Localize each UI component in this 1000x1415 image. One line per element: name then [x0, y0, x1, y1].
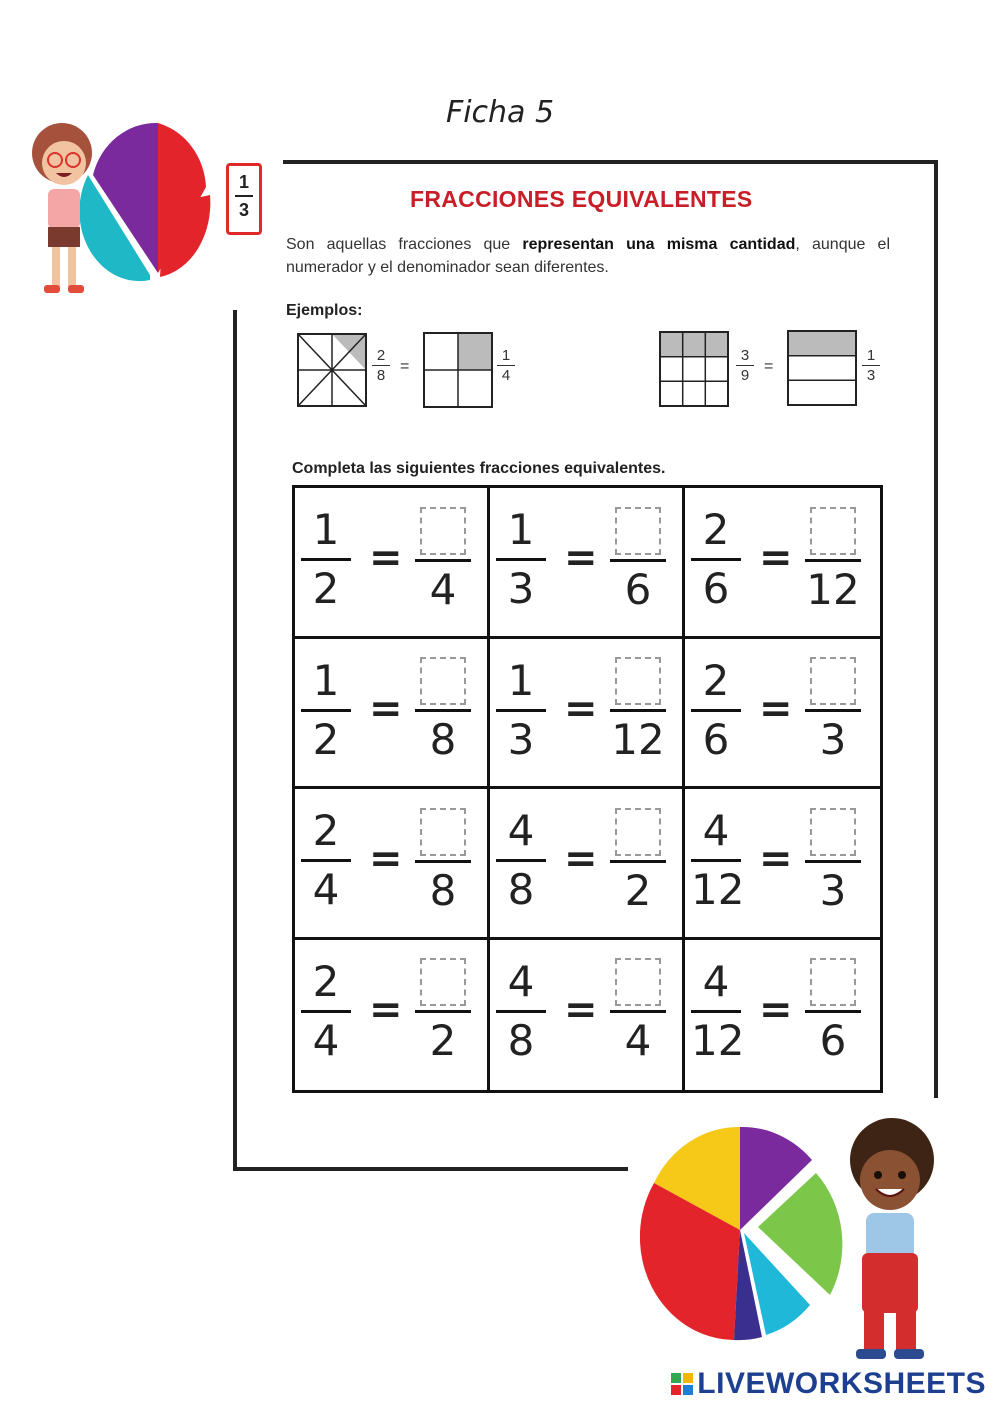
given-denominator: 2 — [312, 714, 340, 764]
given-denominator: 8 — [507, 1015, 535, 1065]
numerator-answer-input[interactable] — [810, 657, 856, 705]
example2-left-fraction — [736, 347, 754, 384]
exercise-cell — [490, 789, 685, 940]
exercise-cell — [490, 940, 685, 1091]
equals-sign: = — [759, 986, 793, 1033]
example2-left-numerator: 3 — [740, 347, 750, 364]
equals-sign: = — [759, 685, 793, 732]
numerator-answer-input[interactable] — [420, 507, 466, 555]
equals-sign: = — [759, 535, 793, 581]
numerator-answer-input[interactable] — [615, 507, 661, 555]
example1-right-numerator: 1 — [501, 347, 511, 364]
given-denominator: 6 — [702, 714, 730, 764]
frame-top-line — [283, 160, 938, 164]
given-denominator: 12 — [691, 1015, 745, 1065]
fraction-bar — [415, 860, 471, 863]
given-denominator: 3 — [507, 714, 535, 764]
exercise-grid — [292, 485, 883, 1093]
target-denominator: 4 — [624, 1016, 652, 1065]
numerator-answer-input[interactable] — [615, 958, 661, 1006]
fraction-bar — [372, 365, 390, 366]
numerator-answer-input[interactable] — [420, 657, 466, 705]
given-numerator: 1 — [312, 505, 340, 554]
fraction-bar — [496, 859, 546, 862]
fraction-bar — [301, 558, 351, 561]
sheet-title: Ficha 5 — [445, 95, 555, 130]
fraction-bar — [691, 558, 741, 561]
equals-sign: = — [369, 986, 403, 1033]
liveworksheets-grid-icon — [671, 1373, 693, 1395]
target-denominator: 2 — [624, 865, 652, 915]
badge-fraction-bar — [235, 195, 253, 197]
pie-thirds-icon — [79, 123, 210, 281]
fraction-bar — [862, 365, 880, 366]
given-denominator: 2 — [312, 564, 340, 613]
example1-left-numerator: 2 — [376, 347, 386, 364]
given-denominator: 12 — [691, 865, 745, 914]
frame-left-line — [233, 310, 237, 1170]
target-fraction — [610, 803, 666, 915]
example2-left-denominator: 9 — [740, 367, 750, 384]
equals-sign: = — [564, 685, 598, 732]
given-numerator: 4 — [507, 806, 535, 855]
fraction-bar — [691, 859, 741, 862]
target-fraction — [415, 653, 471, 765]
example2-square-ninths-diagram — [658, 330, 730, 408]
kid-with-multicolor-pie-illustration — [640, 1115, 960, 1375]
given-numerator: 4 — [702, 806, 730, 855]
given-fraction — [496, 506, 546, 613]
example1-square-eighths-diagram — [296, 332, 368, 408]
given-fraction — [301, 807, 351, 914]
given-numerator: 2 — [702, 655, 730, 705]
fraction-bar — [610, 559, 666, 562]
numerator-answer-input[interactable] — [615, 808, 661, 856]
numerator-answer-input[interactable] — [420, 958, 466, 1006]
fraction-bar — [805, 559, 861, 562]
fraction-bar — [497, 365, 515, 366]
given-denominator: 6 — [702, 564, 730, 613]
exercise-cell — [685, 940, 880, 1091]
example1-equals: = — [400, 358, 410, 375]
numerator-answer-input[interactable] — [615, 657, 661, 705]
target-denominator: 12 — [806, 564, 860, 614]
numerator-answer-input[interactable] — [420, 808, 466, 856]
given-numerator: 2 — [312, 956, 340, 1006]
exercise-cell — [490, 488, 685, 639]
frame-bottom-line — [233, 1167, 628, 1171]
target-fraction — [610, 954, 666, 1066]
equals-sign: = — [564, 535, 598, 581]
equals-sign: = — [369, 836, 403, 882]
target-fraction — [805, 954, 861, 1066]
given-numerator: 2 — [702, 505, 730, 554]
numerator-answer-input[interactable] — [810, 507, 856, 555]
given-fraction — [301, 958, 351, 1065]
fraction-bar — [415, 709, 471, 712]
target-denominator: 2 — [429, 1016, 457, 1065]
target-fraction — [415, 803, 471, 915]
equals-sign: = — [564, 836, 598, 882]
fraction-bar — [301, 859, 351, 862]
example1-right-fraction — [497, 347, 515, 384]
exercise-cell — [685, 789, 880, 940]
given-numerator: 4 — [507, 956, 535, 1006]
fraction-bar — [805, 860, 861, 863]
given-fraction — [496, 958, 546, 1065]
given-numerator: 2 — [312, 806, 340, 855]
target-fraction — [805, 803, 861, 915]
definition-part1: Son aquellas fracciones que — [286, 236, 523, 253]
given-numerator: 1 — [312, 655, 340, 705]
exercise-cell — [295, 789, 490, 940]
fraction-bar — [415, 559, 471, 562]
exercise-cell — [490, 639, 685, 790]
given-fraction — [496, 657, 546, 764]
exercise-cell — [685, 639, 880, 790]
given-numerator: 4 — [702, 956, 730, 1006]
example2-right-numerator: 1 — [866, 347, 876, 364]
fraction-bar — [301, 709, 351, 712]
multicolor-pie-icon — [640, 1127, 842, 1340]
exercise-cell — [295, 488, 490, 639]
equals-sign: = — [759, 836, 793, 882]
fraction-bar — [301, 1010, 351, 1013]
fraction-bar — [610, 709, 666, 712]
example2-equals: = — [764, 358, 774, 375]
exercise-instruction: Completa las siguientes fracciones equivalentes. — [292, 460, 666, 477]
example1-left-denominator: 8 — [376, 367, 386, 384]
given-denominator: 4 — [312, 865, 340, 914]
brand-name: LIVEWORKSHEETS — [697, 1367, 986, 1400]
numerator-answer-input[interactable] — [810, 808, 856, 856]
frame-right-line — [934, 160, 938, 1098]
definition-bold: representan una misma cantidad — [522, 236, 796, 253]
given-fraction — [496, 807, 546, 914]
example2-right-fraction — [862, 347, 880, 384]
given-fraction — [301, 657, 351, 764]
target-denominator: 8 — [429, 715, 457, 764]
given-numerator: 1 — [507, 505, 535, 554]
fraction-bar — [610, 860, 666, 863]
fraction-bar — [610, 1010, 666, 1013]
exercise-cell — [685, 488, 880, 639]
fraction-bar — [496, 1010, 546, 1013]
target-denominator: 3 — [819, 715, 847, 764]
badge-numerator: 1 — [238, 172, 249, 192]
exercise-cell — [295, 639, 490, 790]
target-denominator: 8 — [429, 865, 457, 915]
example1-right-denominator: 4 — [501, 367, 511, 384]
equals-sign: = — [564, 986, 598, 1033]
fraction-bar — [736, 365, 754, 366]
fraction-bar — [691, 709, 741, 712]
given-fraction — [691, 806, 745, 914]
example2-square-thirds-diagram — [786, 329, 858, 407]
fraction-bar — [805, 1010, 861, 1013]
fraction-bar — [415, 1010, 471, 1013]
given-numerator: 1 — [507, 655, 535, 705]
numerator-answer-input[interactable] — [810, 958, 856, 1006]
examples-label: Ejemplos: — [286, 302, 363, 319]
target-denominator: 4 — [429, 564, 457, 614]
fraction-bar — [805, 709, 861, 712]
target-fraction — [610, 502, 666, 614]
fraction-badge — [226, 163, 262, 235]
liveworksheets-logo[interactable] — [671, 1367, 986, 1401]
given-fraction — [691, 506, 741, 613]
target-fraction — [415, 502, 471, 614]
equals-sign: = — [369, 685, 403, 732]
equals-sign: = — [369, 535, 403, 581]
target-denominator: 12 — [611, 715, 665, 764]
given-denominator: 4 — [312, 1015, 340, 1065]
definition-text — [286, 233, 890, 279]
given-fraction — [301, 506, 351, 613]
target-fraction — [805, 502, 861, 614]
fraction-bar — [691, 1010, 741, 1013]
target-fraction — [610, 653, 666, 765]
fraction-bar — [496, 709, 546, 712]
example1-left-fraction — [372, 347, 390, 384]
example2-right-denominator: 3 — [866, 367, 876, 384]
definition-part2: , aunque el numerador y el denominador sean diferentes. — [286, 236, 891, 276]
given-denominator: 8 — [507, 865, 535, 914]
badge-denominator: 3 — [238, 200, 249, 220]
fraction-bar — [496, 558, 546, 561]
boy-figure-icon — [850, 1118, 934, 1359]
exercise-cell — [295, 940, 490, 1091]
worksheet-heading: FRACCIONES EQUIVALENTES — [410, 186, 753, 212]
example1-square-quarters-diagram — [422, 331, 494, 409]
target-denominator: 6 — [819, 1016, 847, 1065]
kid-with-pie-illustration — [10, 105, 220, 305]
target-fraction — [805, 653, 861, 765]
given-fraction — [691, 657, 741, 764]
given-fraction — [691, 956, 745, 1065]
target-fraction — [415, 954, 471, 1066]
target-denominator: 3 — [819, 865, 847, 915]
target-denominator: 6 — [624, 564, 652, 614]
given-denominator: 3 — [507, 564, 535, 613]
